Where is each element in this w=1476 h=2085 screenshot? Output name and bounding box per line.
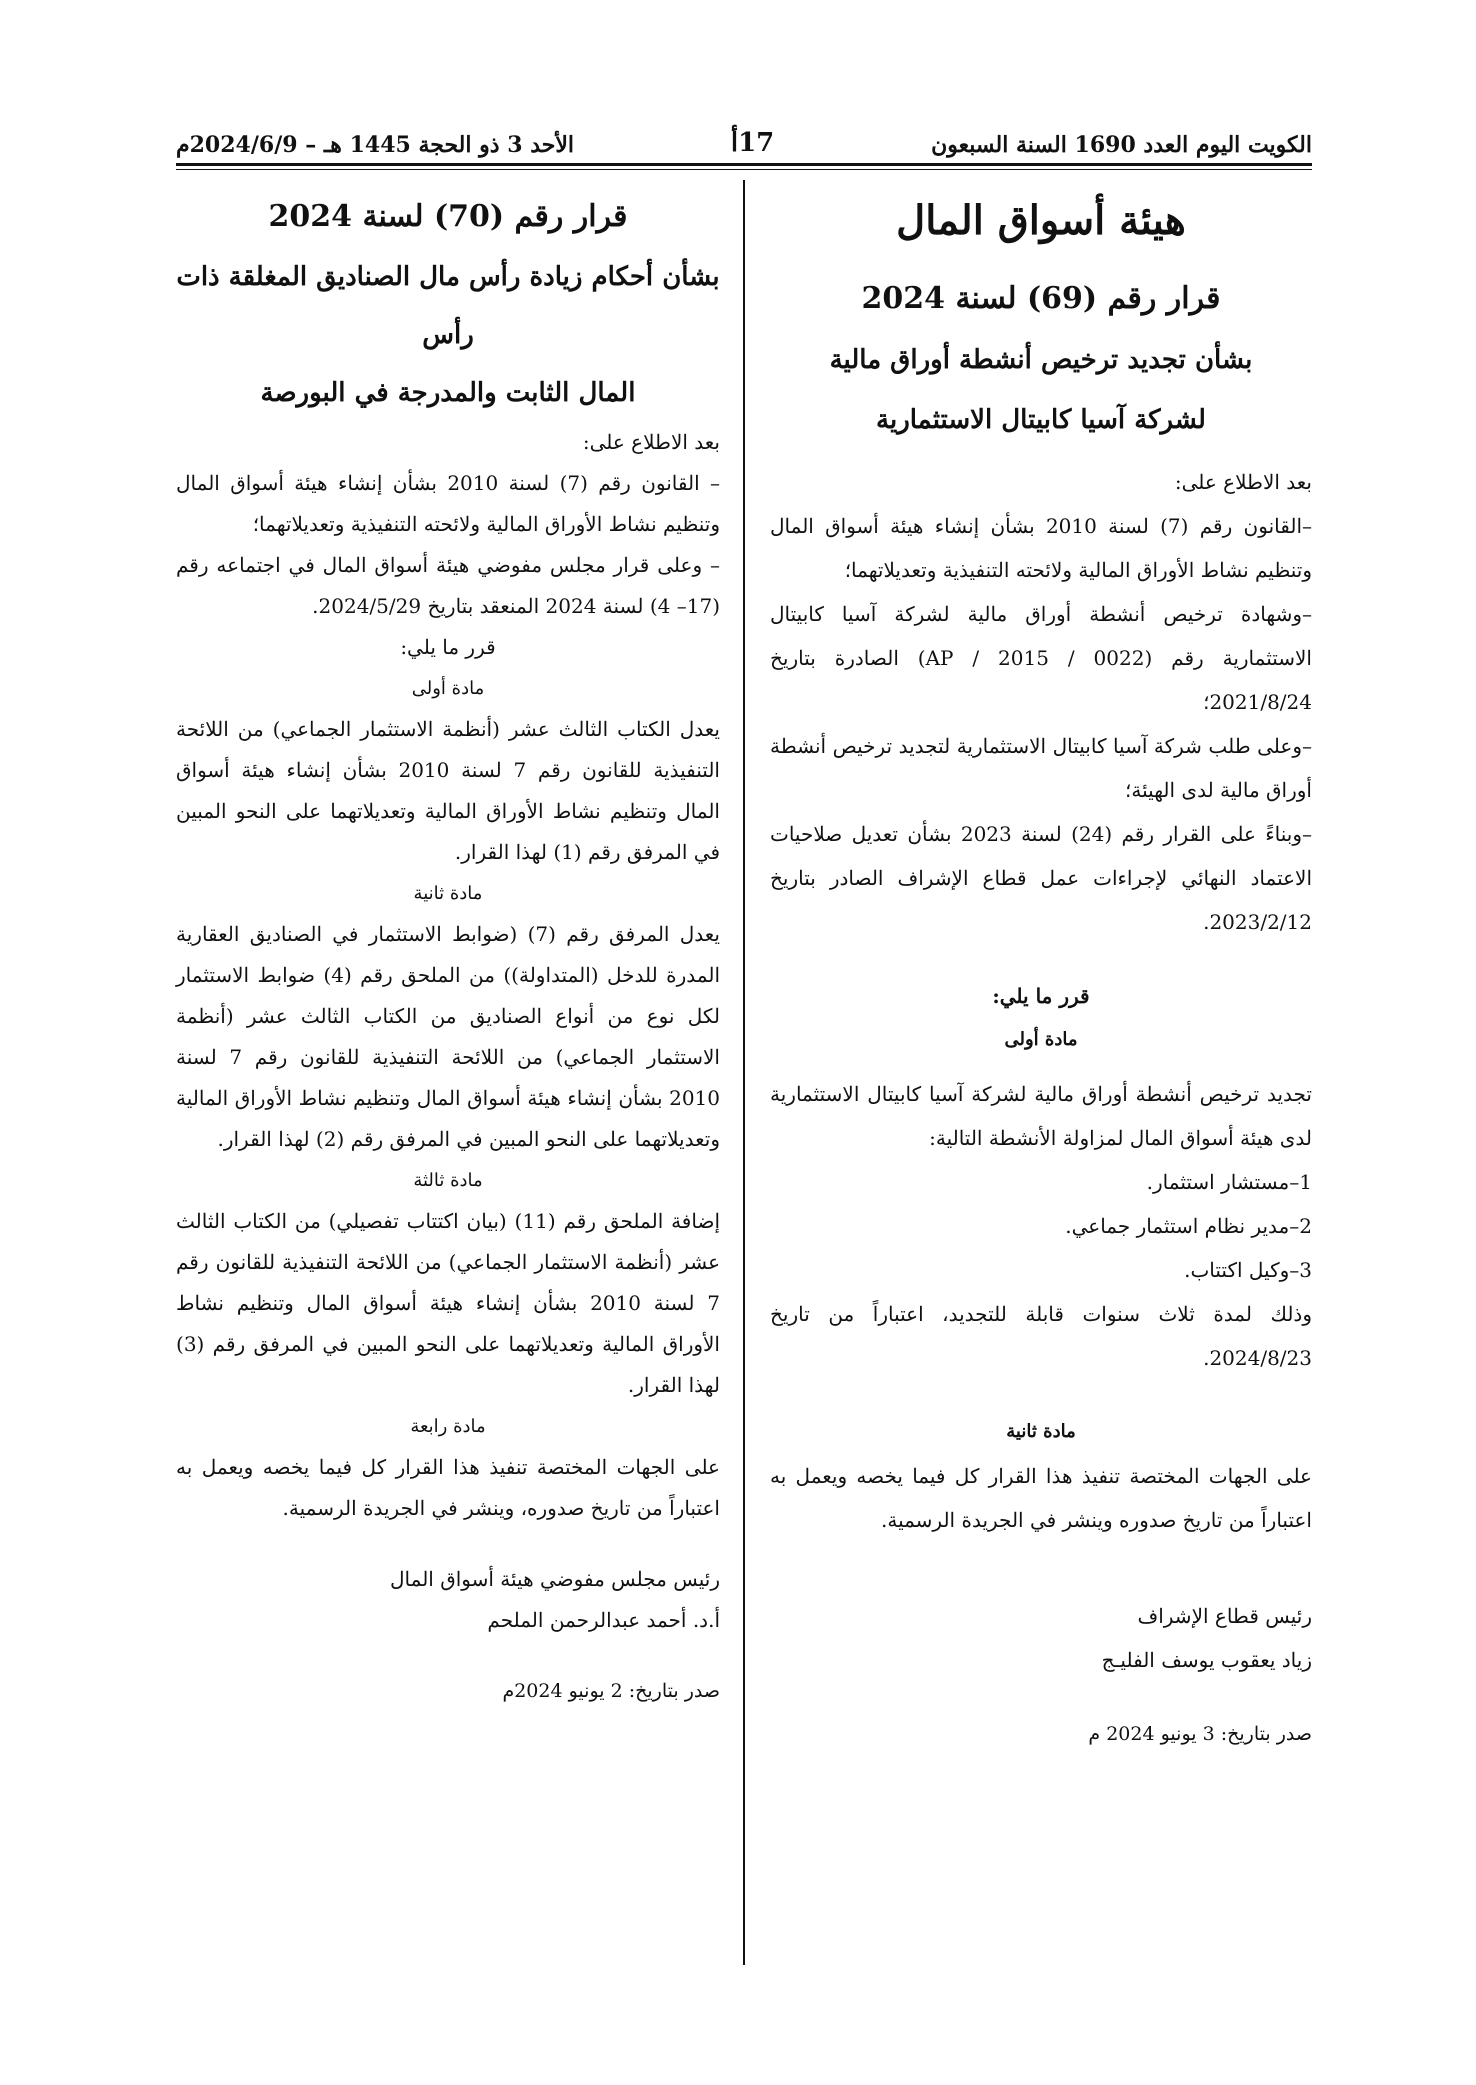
decision-70-article-3-title: مادة ثالثة <box>413 1170 483 1191</box>
decision-69-article-1-text: تجديد ترخيص أنشطة أوراق مالية لشركة آسيا كابيتال الاستثمارية لدى هيئة أسواق المال لمزاولة الأنشطة التالية: <box>770 1082 1312 1150</box>
decision-70-title: قرار رقم (70) لسنة 2024 <box>268 199 628 234</box>
decision-70-issue-date: صدر بتاريخ: 2 يونيو 2024م <box>502 1680 720 1702</box>
decision-69-subject-line-1: بشأن تجديد ترخيص أنشطة أوراق مالية <box>829 345 1253 375</box>
decision-69-signatory-title: رئيس قطاع الإشراف <box>1137 1604 1312 1628</box>
authority-title: هيئة أسواق المال <box>896 197 1186 244</box>
decision-70-decided: قرر ما يلي: <box>400 635 496 659</box>
decision-69-article-1-title: مادة أولى <box>1004 1029 1078 1050</box>
decision-70-column <box>176 186 720 1712</box>
column-divider <box>743 180 745 1965</box>
page-number: 17أ <box>730 128 775 158</box>
decision-69-recital: –وعلى طلب شركة آسيا كابيتال الاستثمارية لتجديد ترخيص أنشطة أوراق مالية لدى الهيئة؛ <box>770 734 1312 802</box>
decision-70-subject-line-2: المال الثابت والمدرجة في البورصة <box>260 378 636 408</box>
activity-item: 1–مستشار استثمار. <box>1146 1170 1312 1194</box>
decision-69-recital: –وشهادة ترخيص أنشطة أوراق مالية لشركة آسيا كابيتال الاستثمارية رقم (AP / 2015 / 0022) الصادرة بتاريخ 2021/8/24؛ <box>770 602 1312 714</box>
decision-69-signatory-name: زياد يعقوب يوسف الفليـج <box>1101 1648 1312 1672</box>
decision-69-issue-date: صدر بتاريخ: 3 يونيو 2024 م <box>1088 1723 1312 1745</box>
decision-70-article-1-title: مادة أولى <box>411 678 485 699</box>
decision-69-article-2-title: مادة ثانية <box>1006 1421 1076 1442</box>
decision-70-recital: – وعلى قرار مجلس مفوضي هيئة أسواق المال في اجتماعه رقم (17– 4) لسنة 2024 المنعقد بتاريخ 2024/5/29. <box>176 553 720 618</box>
header-date: الأحد 3 ذو الحجة 1445 هـ – 2024/6/9م <box>176 132 575 158</box>
header-rule-thin <box>176 169 1312 170</box>
decision-69-column <box>770 186 1312 1756</box>
decision-69-recital: –القانون رقم (7) لسنة 2010 بشأن إنشاء هيئة أسواق المال وتنظيم نشاط الأوراق المالية ولائحته التنفيذية وتعديلاتهما؛ <box>770 514 1312 582</box>
decision-69-duration: وذلك لمدة ثلاث سنوات قابلة للتجديد، اعتباراً من تاريخ 2024/8/23. <box>770 1302 1312 1370</box>
decision-69-intro: بعد الاطلاع على: <box>1174 470 1312 494</box>
decision-69-title: قرار رقم (69) لسنة 2024 <box>861 281 1221 316</box>
decision-70-signatory-name: أ.د. أحمد عبدالرحمن الملحم <box>487 1608 720 1632</box>
decision-70-article-4-title: مادة رابعة <box>410 1416 486 1437</box>
decision-69-article-2-text: على الجهات المختصة تنفيذ هذا القرار كل فيما يخصه ويعمل به اعتباراً من تاريخ صدوره وينشر في الجريدة الرسمية. <box>770 1464 1312 1532</box>
activity-item: 3–وكيل اكتتاب. <box>1184 1258 1312 1282</box>
activity-item: 2–مدير نظام استثمار جماعي. <box>1065 1214 1312 1238</box>
decision-70-intro: بعد الاطلاع على: <box>582 430 720 454</box>
decision-70-subject-line-1: بشأن أحكام زيادة رأس مال الصناديق المغلقة ذات رأس <box>176 262 720 350</box>
decision-69-recital: –وبناءً على القرار رقم (24) لسنة 2023 بشأن تعديل صلاحيات الاعتماد النهائي لإجراءات عمل قطاع الإشراف الصادر بتاريخ 2023/2/12. <box>770 822 1312 934</box>
decision-70-article-4-text: على الجهات المختصة تنفيذ هذا القرار كل فيما يخصه ويعمل به اعتباراً من تاريخ صدوره، وينشر في الجريدة الرسمية. <box>176 1455 720 1520</box>
page-header <box>176 122 1312 158</box>
header-rule-thick <box>176 163 1312 166</box>
decision-70-recital: – القانون رقم (7) لسنة 2010 بشأن إنشاء هيئة أسواق المال وتنظيم نشاط الأوراق المالية ولائحته التنفيذية وتعديلاتهما؛ <box>176 471 720 536</box>
decision-70-article-2-text: يعدل المرفق رقم (7) (ضوابط الاستثمار في الصناديق العقارية المدرة للدخل (المتداولة)) من الملحق رقم (4) ضوابط الاستثمار لكل نوع من أنواع الصناديق من الكتاب الثالث عشر (أنظمة الاستثمار الجماعي) من اللائحة التنفيذية للقانون رقم 7 لسنة 2010 بشأن إنشاء هيئة أسواق المال وتنظيم نشاط الأوراق المالية وتعديلاتهما على النحو المبين في المرفق رقم (2) لهذا القرار. <box>176 922 720 1151</box>
decision-69-subject-line-2: لشركة آسيا كابيتال الاستثمارية <box>876 405 1206 435</box>
header-issue-info: الكويت اليوم العدد 1690 السنة السبعون <box>931 132 1312 158</box>
decision-70-article-3-text: إضافة الملحق رقم (11) (بيان اكتتاب تفصيلي) من الكتاب الثالث عشر (أنظمة الاستثمار الجماعي) من اللائحة التنفيذية للقانون رقم 7 لسنة 2010 بشأن إنشاء هيئة أسواق المال وتنظيم نشاط الأوراق المالية وتعديلاتهما على النحو المبين في المرفق رقم (3) لهذا القرار. <box>176 1209 720 1397</box>
decision-69-decided: قرر ما يلي: <box>992 984 1090 1008</box>
decision-70-signatory-title: رئيس مجلس مفوضي هيئة أسواق المال <box>390 1567 720 1591</box>
decision-70-article-2-title: مادة ثانية <box>413 883 483 904</box>
decision-70-article-1-text: يعدل الكتاب الثالث عشر (أنظمة الاستثمار الجماعي) من اللائحة التنفيذية للقانون رقم 7 لسنة 2010 بشأن إنشاء هيئة أسواق المال وتنظيم نشاط الأوراق المالية وتعديلاتهما على النحو المبين في المرفق رقم (1) لهذا القرار. <box>176 717 720 864</box>
